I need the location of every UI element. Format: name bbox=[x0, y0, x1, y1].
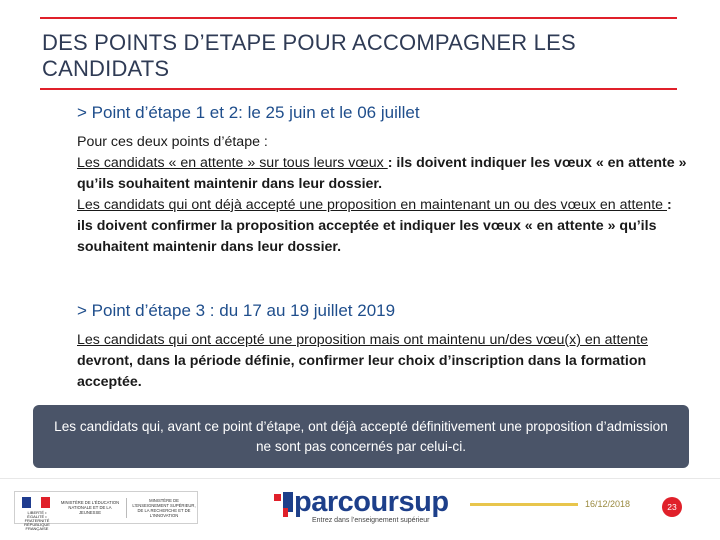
brand-tagline: Entrez dans l’enseignement supérieur bbox=[312, 517, 430, 524]
ministry-1-name: MINISTÈRE DE L’ÉDUCATION NATIONALE ET DE LA JEUNESSE bbox=[60, 500, 120, 515]
slide-date: 16/12/2018 bbox=[585, 499, 631, 509]
ministry-logos bbox=[14, 491, 198, 531]
flag-icon bbox=[22, 497, 50, 508]
section-2-heading: > Point d’étape 3 : du 17 au 19 juillet 2019 bbox=[77, 301, 396, 320]
item-2-rest: : ils doivent confirmer la proposition acceptée et indiquer les vœux « en attente » qu’ils souhaitent maintenir dans leur dossier. bbox=[77, 197, 672, 255]
item-2-subject: Les candidats qui ont déjà accepté une proposition en maintenant un ou des vœux en attente bbox=[77, 197, 667, 213]
section-1-intro: Pour ces deux points d’étape : bbox=[77, 134, 268, 150]
title-bottom-rule bbox=[40, 88, 677, 90]
callout-text: Les candidats qui, avant ce point d’étape, ont déjà accepté définitivement une proposition d’admission ne sont pas concernés par celui-ci. bbox=[54, 418, 668, 454]
gold-divider bbox=[470, 503, 578, 506]
section-2-text bbox=[77, 330, 687, 393]
republic-logo-text: LIBERTÉ • ÉGALITÉ • FRATERNITÉ RÉPUBLIQUE FRANÇAISE bbox=[24, 510, 50, 531]
parcoursup-logo bbox=[272, 486, 452, 526]
section-1-item-2 bbox=[77, 195, 687, 258]
item-1-subject: Les candidats « en attente » sur tous leurs vœux bbox=[77, 155, 388, 171]
page-number-badge: 23 bbox=[662, 497, 682, 517]
slide-title: DES POINTS D’ETAPE POUR ACCOMPAGNER LES CANDIDATS bbox=[42, 30, 576, 81]
section-1-item-1 bbox=[77, 153, 687, 195]
callout-box bbox=[33, 405, 689, 468]
section-2 bbox=[77, 300, 687, 393]
brand-name: parcoursup bbox=[294, 486, 449, 518]
section-1-heading: > Point d’étape 1 et 2: le 25 juin et le 06 juillet bbox=[77, 103, 420, 122]
footer-divider bbox=[0, 478, 720, 479]
section-2-subject: Les candidats qui ont accepté une proposition mais ont maintenu un/des vœu(x) en attente bbox=[77, 332, 648, 348]
item-1-rest: : ils doivent indiquer les vœux « en attente » qu’ils souhaitent maintenir dans leur dossier. bbox=[77, 155, 687, 192]
republic-logo bbox=[18, 494, 54, 531]
section-2-rest: devront, dans la période définie, confirmer leur choix d’inscription dans la formation acceptée. bbox=[77, 353, 647, 390]
ministry-2-name: MINISTÈRE DE L’ENSEIGNEMENT SUPÉRIEUR, DE LA RECHERCHE ET DE L’INNOVATION bbox=[126, 498, 197, 518]
section-1 bbox=[77, 102, 687, 258]
title-top-rule bbox=[40, 17, 677, 19]
